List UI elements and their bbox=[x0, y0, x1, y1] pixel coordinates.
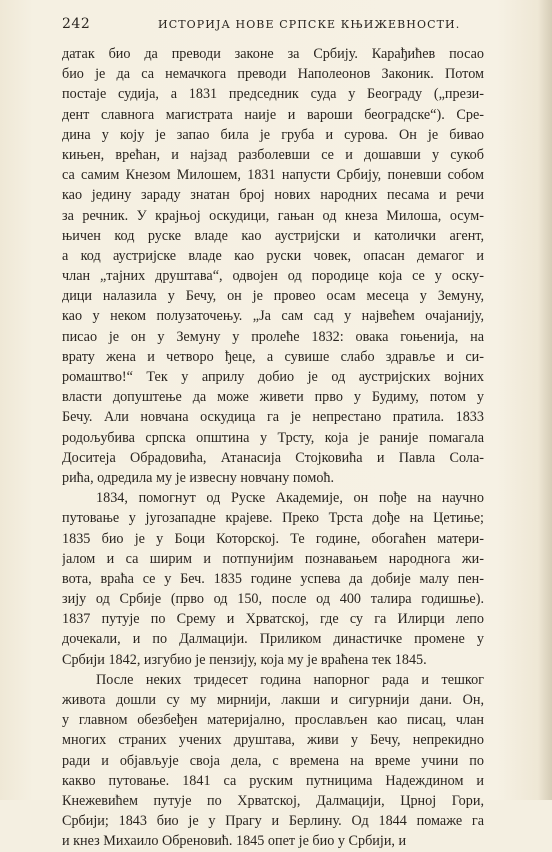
paragraph bbox=[62, 44, 484, 488]
text-line: дочекали, и по Далмацији. Приликом династичке промене у bbox=[62, 631, 484, 648]
text-line: рића, одредила му је извесну новчану помоћ. bbox=[62, 469, 335, 486]
text-line: датак био да преводи законе за Србију. Карађићев посао bbox=[62, 46, 484, 62]
text-line: родољубива српска општина у Трсту, која је раније помагала bbox=[62, 429, 484, 446]
text-line: путовање у југозападне крајеве. Преко Трста дође на Цетиње; bbox=[62, 510, 484, 527]
text-line: за речник. У крајњој оскудици, гањан од кнеза Милоша, осум- bbox=[62, 207, 484, 224]
text-line: 1837 путује по Срему и Хрватској, где су га Илирци лепо bbox=[62, 611, 484, 628]
text-line: и кнез Михаило Обреновић. 1845 опет је био у Србији, и bbox=[62, 833, 407, 850]
text-line: вота, враћа се у Беч. 1835 године успева да добије малу пен- bbox=[62, 570, 484, 587]
text-line: Кнежевићем путује по Хрватској, Далмацији, Црној Гори, bbox=[62, 792, 484, 809]
paragraph bbox=[62, 488, 484, 670]
text-line: Србији; 1843 био је у Прагу и Берлину. Од 1844 помаже га bbox=[62, 813, 484, 830]
text-line: 1834, помогнут од Руске Академије, он пође на научно bbox=[96, 490, 484, 507]
text-line: После неких тридесет година напорног рада и тешког bbox=[96, 671, 484, 688]
page-header bbox=[62, 16, 502, 36]
page-number: 242 bbox=[62, 16, 91, 32]
running-title: ИСТОРИЈА НОВЕ СРПСКЕ КЊИЖЕВНОСТИ. bbox=[158, 18, 461, 31]
text-line: зију од Србије (прво од 150, после од 400 талира годишње). bbox=[62, 591, 484, 608]
page-edge-shadow bbox=[538, 0, 552, 800]
text-line: као у неком полузаточењу. „Ја сам сад у највећем очајанију, bbox=[62, 308, 484, 325]
text-line: био је да са немачкога преводи Наполеонов Законик. Потом bbox=[62, 66, 484, 83]
text-line: члан „тајних друштава“, одвојен од породице која се у оску- bbox=[62, 268, 484, 285]
text-line: 1835 био је у Боци Которској. Те године, обогаћен матери- bbox=[62, 530, 484, 547]
text-line: а код аустријске владе као руски човек, опасан демагог и bbox=[62, 247, 484, 264]
text-line: у главном обезбеђен материјално, прослављен као писац, члан bbox=[62, 712, 484, 729]
text-line: дина у коју је запао била је груба и сурова. Он је бивао bbox=[62, 126, 484, 143]
body-text bbox=[62, 44, 484, 852]
text-line: Србији 1842, изгубио је пензију, која му је враћена тек 1845. bbox=[62, 651, 427, 668]
text-line: какво путовање. 1841 са руским путницима Надеждином и bbox=[62, 772, 484, 789]
text-line: дици налазила у Бечу, он је провео осам месеца у Земуну, bbox=[62, 288, 484, 305]
text-line: постаје судија, а 1831 председник суда у Београду („прези- bbox=[62, 86, 484, 103]
text-line: Доситеја Обрадовића, Атанасија Стојковића и Павла Сола- bbox=[62, 449, 484, 466]
text-line: кињен, врећан, и најзад разболевши се и дошавши у сукоб bbox=[62, 146, 484, 163]
text-line: ради и објављује своја дела, с времена на време учини по bbox=[62, 752, 484, 769]
text-line: живота дошли су му мирнији, лакши и сигурнији дани. Он, bbox=[62, 692, 484, 708]
text-line: врату жена и четворо ђеце, а сувише слабо здравље и си- bbox=[62, 348, 484, 365]
text-line: власти допуштење да може живети прво у Будиму, потом у bbox=[62, 389, 484, 406]
text-line: са самим Кнезом Милошем, 1831 напусти Србију, поневши собом bbox=[62, 167, 484, 184]
text-line: њичен код руске владе као аустријски и католички агент, bbox=[62, 227, 484, 244]
text-line: дент славнога магистрата наије и вароши београдске“). Сре- bbox=[62, 106, 484, 123]
text-line: Бечу. Али новчана оскудица га је непрестано пратила. 1833 bbox=[62, 409, 484, 426]
text-line: многих страних учених друштава, живи у Бечу, непрекидно bbox=[62, 732, 484, 749]
paragraph bbox=[62, 670, 484, 852]
text-line: писао је он у Земуну у пролеће 1832: овака гоњенија, на bbox=[62, 328, 484, 345]
text-line: ромаштво!“ Тек у априлу добио је од аустријских војних bbox=[62, 369, 484, 385]
text-line: јалом и са ширим и потпунијим познавањем народнога жи- bbox=[62, 550, 484, 567]
text-line: као једину зараду знатан број нових народних песама и речи bbox=[62, 187, 484, 204]
